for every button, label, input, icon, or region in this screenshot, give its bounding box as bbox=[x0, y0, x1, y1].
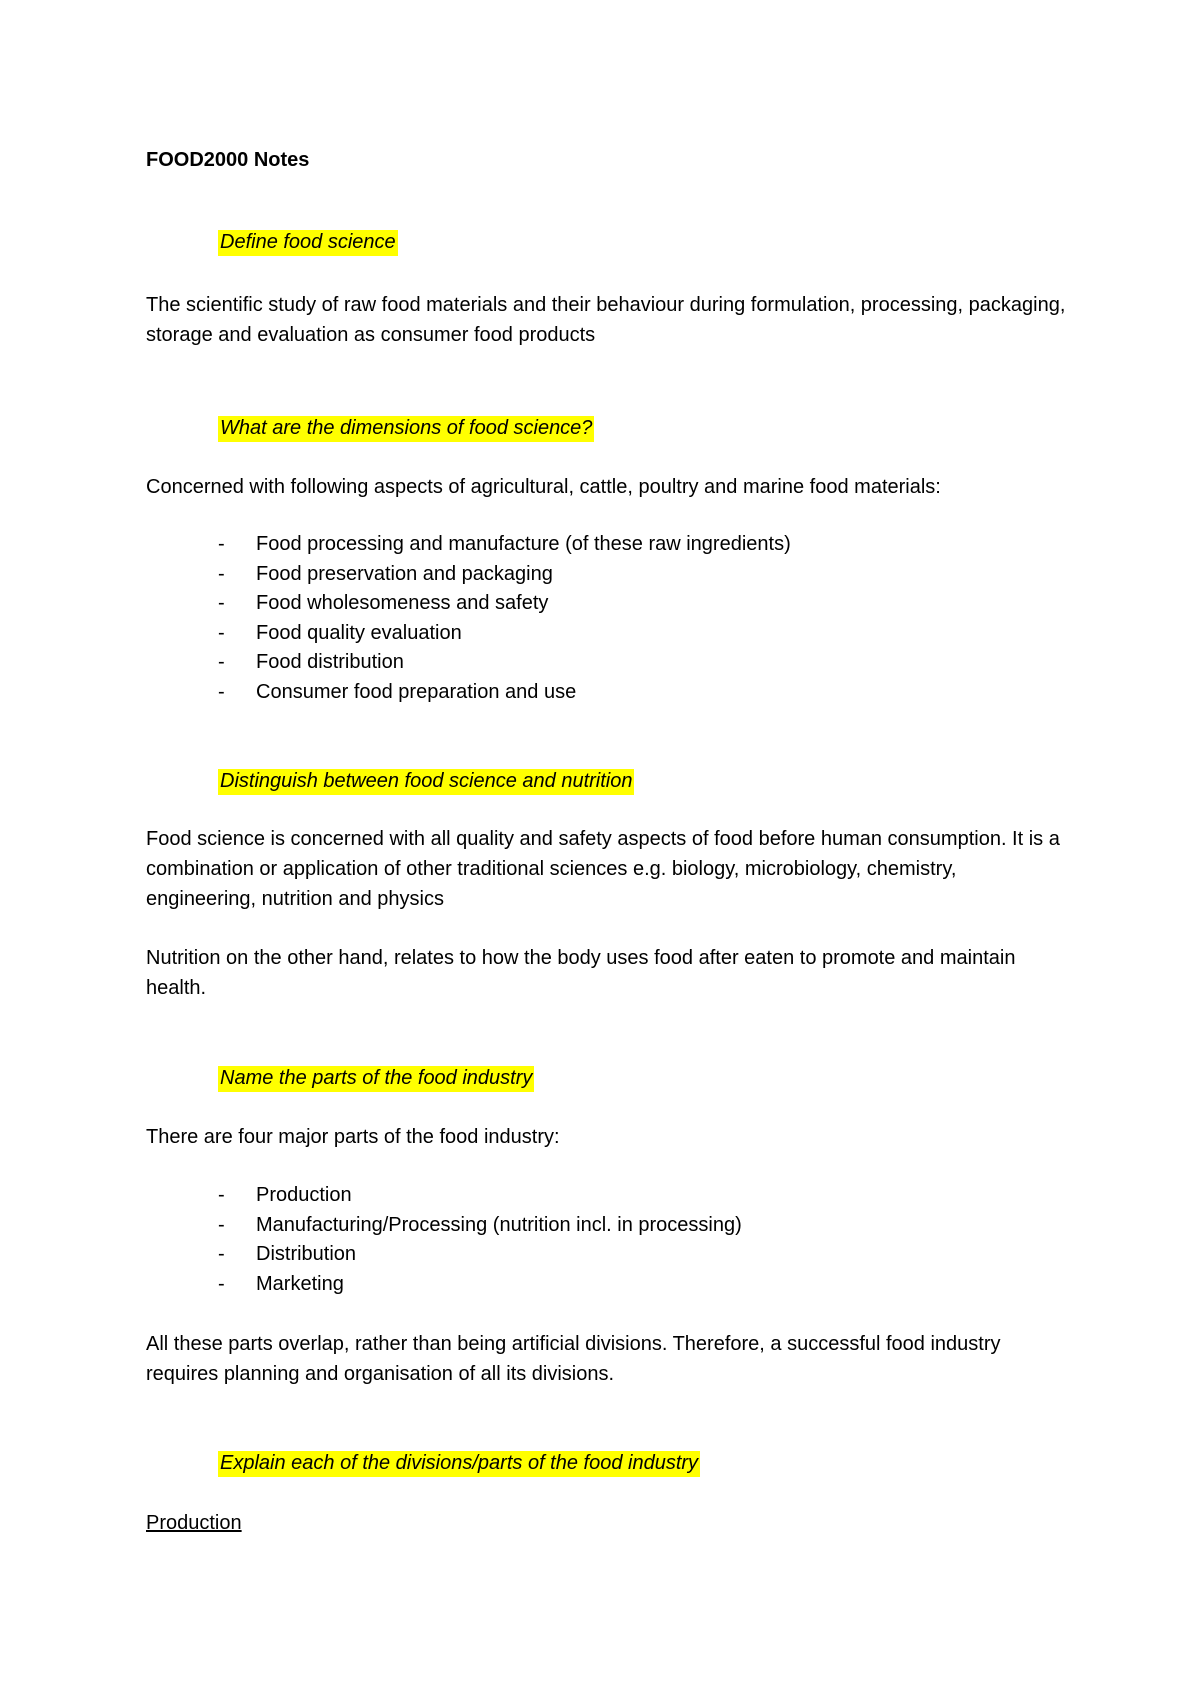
list-item bbox=[218, 678, 791, 708]
list-item-text: Food processing and manufacture (of these raw ingredients) bbox=[256, 533, 791, 555]
list-item-text: Food preservation and packaging bbox=[256, 562, 553, 585]
list-dash: - bbox=[218, 562, 225, 585]
question-heading-distinguish bbox=[218, 766, 634, 796]
list-item bbox=[218, 1240, 742, 1270]
list-dash: - bbox=[218, 621, 225, 644]
list-dash: - bbox=[218, 1213, 225, 1236]
nutrition-paragraph: Nutrition on the other hand, relates to how the body uses food after eaten to promote and maintain health. bbox=[146, 947, 1016, 999]
document-title: FOOD2000 Notes bbox=[146, 149, 310, 171]
list-dash: - bbox=[218, 592, 225, 615]
question-heading-parts bbox=[218, 1063, 534, 1093]
highlighted-heading-text: What are the dimensions of food science? bbox=[218, 416, 594, 442]
list-item-text: Food wholesomeness and safety bbox=[256, 592, 549, 615]
list-dash: - bbox=[218, 533, 225, 555]
highlighted-heading-text: Define food science bbox=[218, 230, 398, 256]
highlighted-heading-text: Explain each of the divisions/parts of the food industry bbox=[218, 1451, 700, 1477]
parts-list bbox=[218, 1181, 742, 1299]
question-heading-define bbox=[218, 227, 398, 257]
overlap-paragraph: All these parts overlap, rather than being artificial divisions. Therefore, a successful food industry requires planning and organisation of all its divisions. bbox=[146, 1333, 1001, 1385]
list-dash: - bbox=[218, 1272, 225, 1295]
list-dash: - bbox=[218, 1184, 225, 1206]
parts-intro-paragraph: There are four major parts of the food industry: bbox=[146, 1126, 560, 1148]
list-dash: - bbox=[218, 680, 225, 703]
highlighted-heading-text: Name the parts of the food industry bbox=[218, 1066, 534, 1092]
list-item bbox=[218, 1270, 742, 1300]
list-item-text: Manufacturing/Processing (nutrition incl. in processing) bbox=[256, 1213, 742, 1236]
list-item bbox=[218, 560, 791, 590]
production-subheading: Production bbox=[146, 1512, 242, 1534]
dimensions-list bbox=[218, 530, 791, 708]
list-dash: - bbox=[218, 651, 225, 674]
definition-paragraph: The scientific study of raw food materials and their behaviour during formulation, processing, packaging, storage and evaluation as consumer food products bbox=[146, 294, 1066, 346]
food-science-paragraph: Food science is concerned with all quality and safety aspects of food before human consumption. It is a combination or application of other traditional sciences e.g. biology, microbiology, chemistry, engineering, nutrition and physics bbox=[146, 828, 1060, 910]
list-item bbox=[218, 530, 791, 560]
list-item-text: Production bbox=[256, 1184, 352, 1206]
list-item-text: Consumer food preparation and use bbox=[256, 680, 577, 703]
list-item-text: Distribution bbox=[256, 1243, 357, 1266]
question-heading-dimensions bbox=[218, 413, 594, 443]
list-item-text: Food quality evaluation bbox=[256, 621, 462, 644]
list-item bbox=[218, 589, 791, 619]
list-item-text: Marketing bbox=[256, 1272, 344, 1295]
list-item bbox=[218, 1181, 742, 1211]
list-item-text: Food distribution bbox=[256, 651, 404, 674]
list-item bbox=[218, 648, 791, 678]
list-item bbox=[218, 619, 791, 649]
list-dash: - bbox=[218, 1243, 225, 1266]
highlighted-heading-text: Distinguish between food science and nutrition bbox=[218, 769, 634, 795]
question-heading-explain bbox=[218, 1448, 700, 1478]
dimensions-intro-paragraph: Concerned with following aspects of agricultural, cattle, poultry and marine food materials: bbox=[146, 476, 941, 498]
list-item bbox=[218, 1211, 742, 1241]
